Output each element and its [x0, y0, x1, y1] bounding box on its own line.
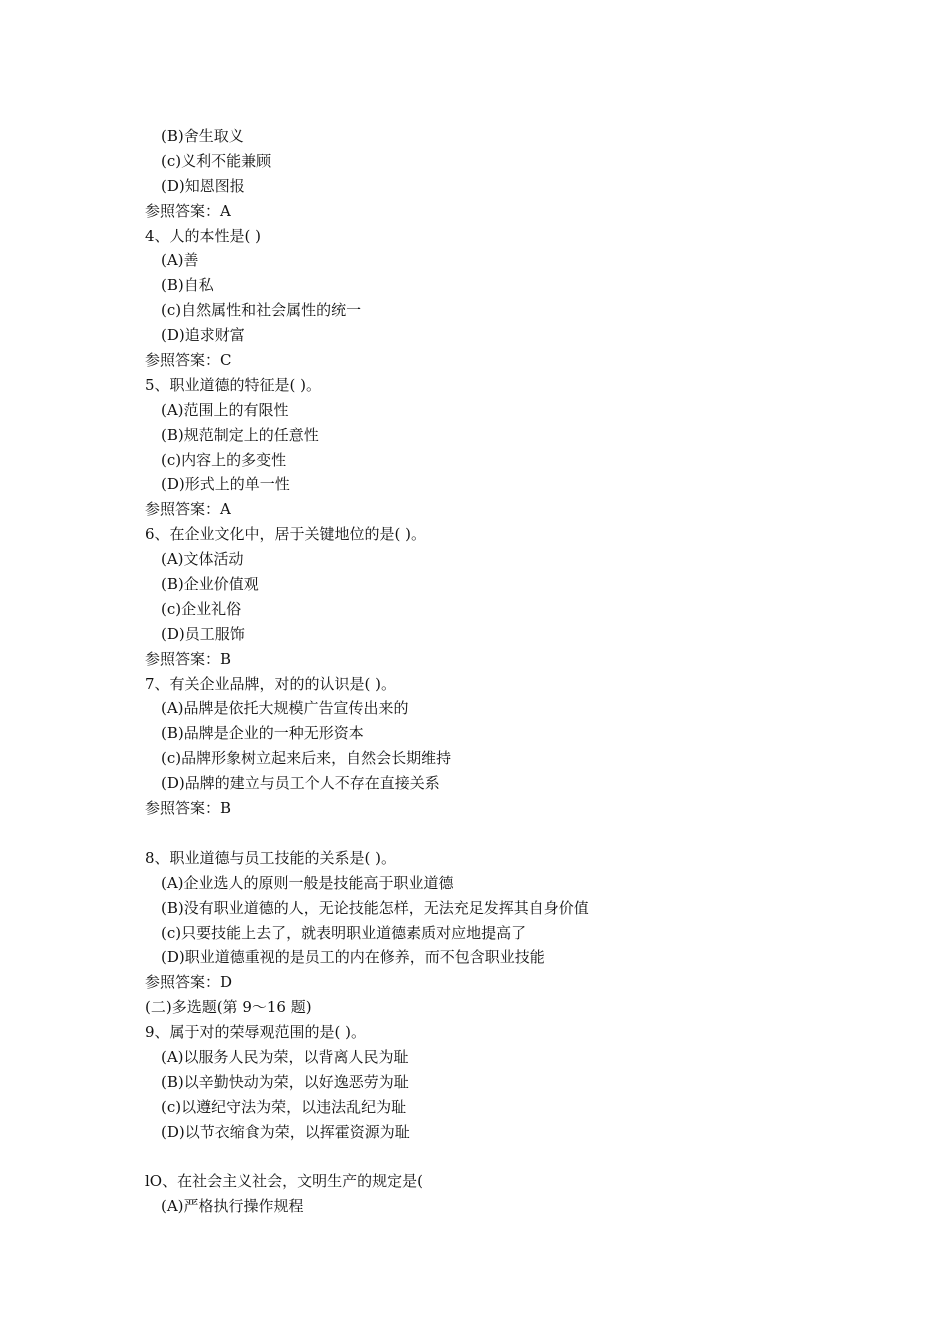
answer-line: 参照答案：D — [145, 973, 233, 992]
option-line: (A)善 — [161, 251, 199, 270]
option-line: (D)追求财富 — [161, 326, 245, 345]
option-line: (A)范围上的有限性 — [161, 400, 289, 419]
question-line: 8、职业道德与员工技能的关系是( )。 — [145, 848, 397, 867]
answer-line: 参照答案：B — [145, 799, 232, 818]
option-line: (D)品牌的建立与员工个人不存在直接关系 — [161, 774, 440, 793]
option-line: (B)自私 — [161, 276, 214, 295]
option-line: (B)企业价值观 — [161, 575, 259, 594]
option-line: (B)以辛勤快动为荣，以好逸恶劳为耻 — [161, 1072, 409, 1091]
question-line: lO、在社会主义社会，文明生产的规定是( — [145, 1172, 423, 1191]
blank-line — [145, 1145, 845, 1170]
option-line: (B)规范制定上的任意性 — [161, 425, 319, 444]
exam-content — [145, 124, 845, 1219]
option-line: (A)以服务人民为荣，以背离人民为耻 — [161, 1047, 409, 1066]
option-line: (c)自然属性和社会属性的统一 — [161, 301, 362, 320]
question-line: 7、有关企业品牌，对的的认识是( )。 — [145, 674, 397, 693]
option-line: (D)以节衣缩食为荣，以挥霍资源为耻 — [161, 1122, 410, 1141]
question-line: 6、在企业文化中，居于关键地位的是( )。 — [145, 525, 427, 544]
blank-line — [145, 821, 845, 846]
option-line: (c)内容上的多变性 — [161, 450, 287, 469]
option-line: (A)品牌是依托大规模广告宣传出来的 — [161, 699, 409, 718]
option-line: (A)严格执行操作规程 — [161, 1197, 304, 1216]
option-line: (c)只要技能上去了，就表明职业道德素质对应地提高了 — [161, 923, 527, 942]
question-line: 4、人的本性是( ) — [145, 226, 262, 245]
option-line: (D)职业道德重视的是员工的内在修养，而不包含职业技能 — [161, 948, 545, 967]
option-line: (c)企业礼俗 — [161, 599, 242, 618]
answer-line: 参照答案：C — [145, 351, 232, 370]
option-line: (D)知恩图报 — [161, 176, 245, 195]
option-line: (c)义利不能兼顾 — [161, 151, 272, 170]
option-line: (B)舍生取义 — [161, 127, 244, 145]
question-line: (二)多选题(第 9～16 题) — [145, 998, 312, 1017]
option-line: (D)员工服饰 — [161, 624, 245, 643]
option-line: (A)文体活动 — [161, 550, 244, 569]
answer-line: 参照答案：B — [145, 649, 232, 668]
question-line: 5、职业道德的特征是( )。 — [145, 375, 322, 394]
answer-line: 参照答案：A — [145, 201, 231, 220]
answer-line: 参照答案：A — [145, 500, 231, 519]
question-line: 9、属于对的荣辱观范围的是( )。 — [145, 1023, 367, 1042]
option-line: (D)形式上的单一性 — [161, 475, 290, 494]
option-line: (A)企业选人的原则一般是技能高于职业道德 — [161, 873, 454, 892]
option-line: (B)没有职业道德的人，无论技能怎样，无法充足发挥其自身价值 — [161, 898, 589, 917]
option-line: (B)品牌是企业的一种无形资本 — [161, 724, 364, 743]
option-line: (c)品牌形象树立起来后来，自然会长期维持 — [161, 749, 452, 768]
option-line: (c)以遵纪守法为荣，以违法乱纪为耻 — [161, 1097, 407, 1116]
